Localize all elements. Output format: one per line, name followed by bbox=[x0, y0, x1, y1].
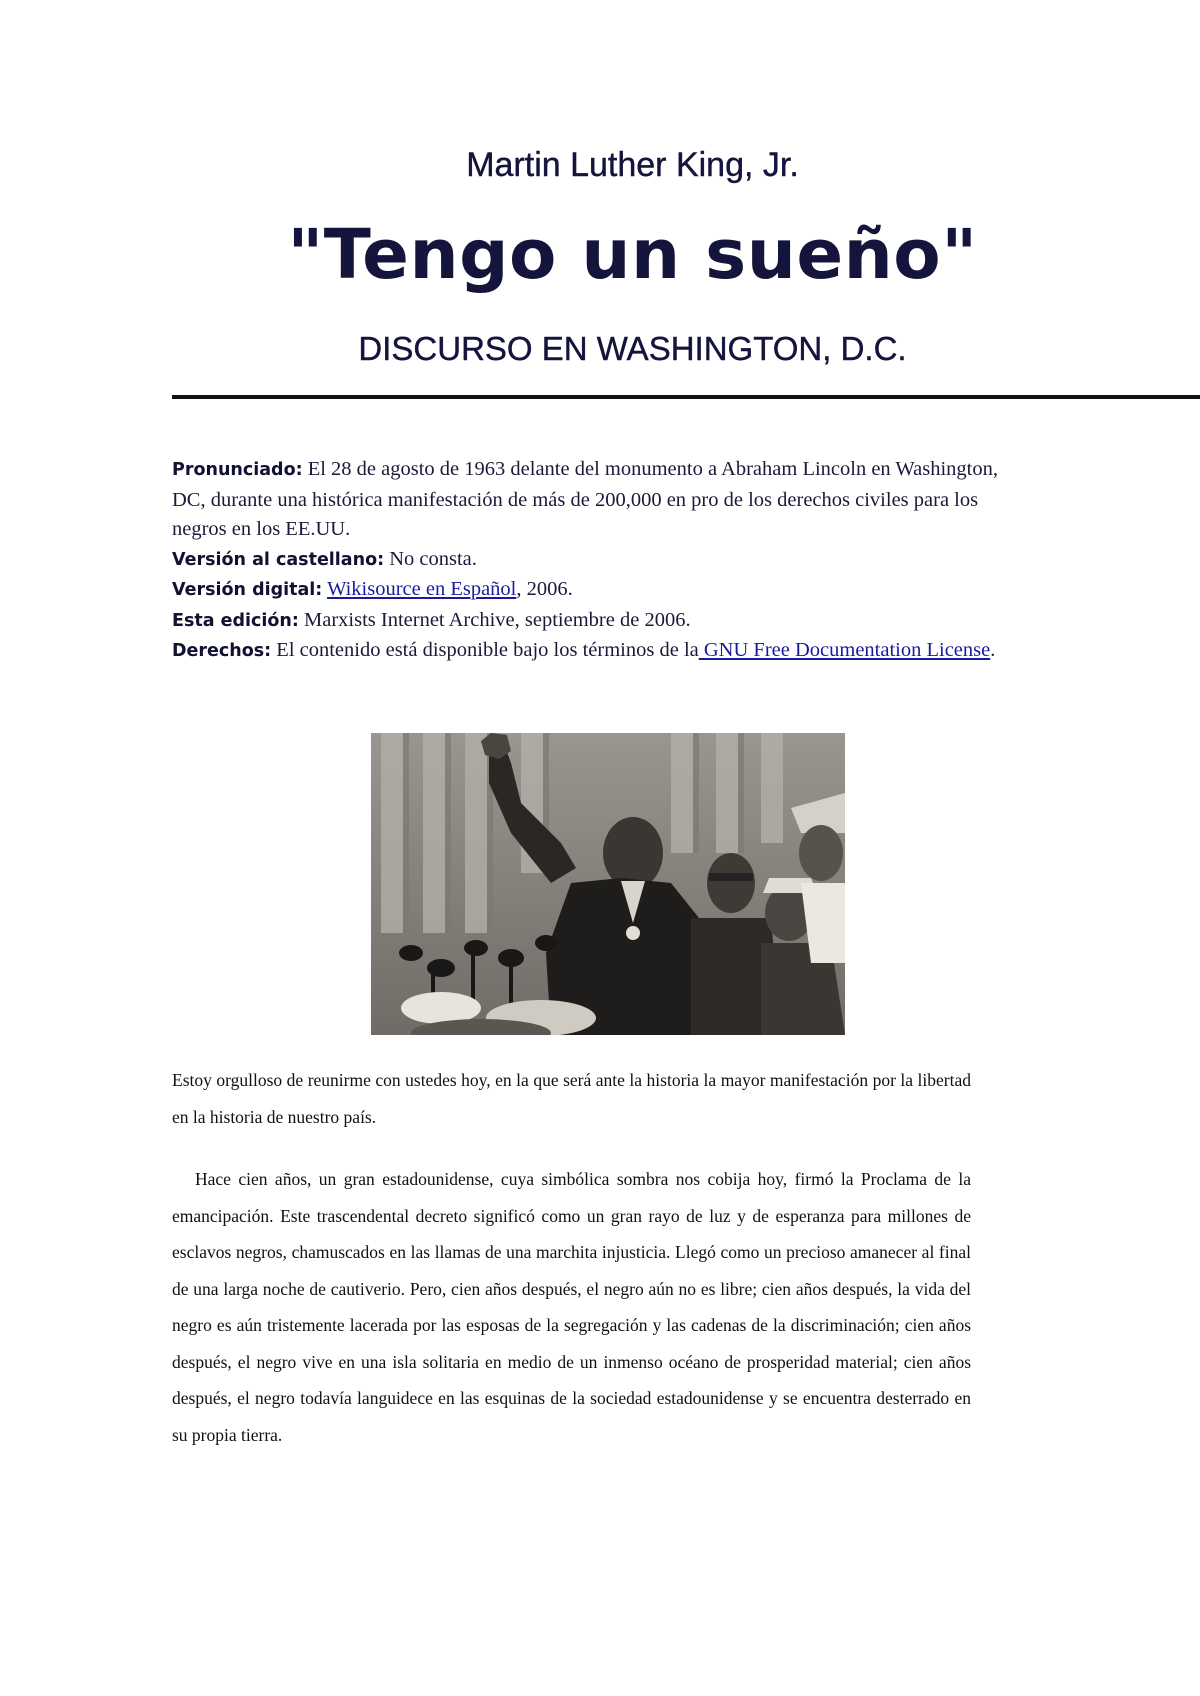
speech-title: "Tengo un sueño" bbox=[287, 215, 978, 295]
meta-derechos bbox=[172, 636, 1032, 667]
author-heading: Martin Luther King, Jr. bbox=[466, 146, 799, 184]
meta-label: Versión al castellano: bbox=[172, 549, 385, 570]
meta-label: Versión digital: bbox=[172, 580, 323, 600]
meta-edicion bbox=[172, 606, 1032, 637]
meta-version-castellano bbox=[172, 545, 1032, 576]
horizontal-rule bbox=[172, 395, 1200, 399]
meta-text: El 28 de agosto de 1963 delante del monumento a Abraham Lincoln en Washington, DC, durante una histórica manifestación de más de 200,000 en pro de los derechos civiles para los negros en los EE.UU. bbox=[172, 458, 998, 540]
speech-photo bbox=[371, 733, 845, 1035]
speech-paragraph-2: Hace cien años, un gran estadounidense, cuya simbólica sombra nos cobija hoy, firmó la Proclama de la emancipación. Este trascendental decreto significó como un gran rayo de luz y de esperanza para millones de esclavos negros, chamuscados en las llamas de una marchita injusticia. Llegó como un precioso amanecer al final de una larga noche de cautiverio. Pero, cien años después, el negro aún no es libre; cien años después, la vida del negro es aún tristemente lacerada por las esposas de la segregación y las cadenas de la discriminación; cien años después, el negro vive en una isla solitaria en medio de un inmenso océano de prosperidad material; cien años después, el negro todavía languidece en las esquinas de la sociedad estadounidense y se encuentra desterrado en su propia tierra. bbox=[172, 1169, 971, 1445]
meta-version-digital bbox=[172, 575, 1032, 606]
metadata-block bbox=[172, 455, 1032, 667]
meta-text: . bbox=[990, 639, 996, 661]
meta-label: Pronunciado: bbox=[172, 460, 303, 480]
gnu-license-link[interactable]: GNU Free Documentation License bbox=[698, 639, 991, 661]
meta-label: Esta edición: bbox=[172, 610, 299, 631]
meta-label: Derechos: bbox=[172, 641, 272, 661]
meta-text: El contenido está disponible bajo los términos de la bbox=[271, 639, 699, 661]
meta-text: , 2006. bbox=[516, 578, 573, 600]
meta-text: No consta. bbox=[384, 547, 477, 570]
speech-body bbox=[172, 1062, 971, 1453]
meta-pronunciado bbox=[172, 455, 1032, 545]
speech-paragraph-1: Estoy orgulloso de reunirme con ustedes hoy, en la que será ante la historia la mayor manifestación por la libertad en la historia de nuestro país. bbox=[172, 1070, 971, 1127]
meta-text: Marxists Internet Archive, septiembre de 2006. bbox=[298, 608, 691, 631]
wikisource-link[interactable]: Wikisource en Español bbox=[327, 578, 517, 600]
speech-subtitle: DISCURSO EN WASHINGTON, D.C. bbox=[358, 330, 907, 367]
photo-speech-image bbox=[371, 733, 845, 1035]
